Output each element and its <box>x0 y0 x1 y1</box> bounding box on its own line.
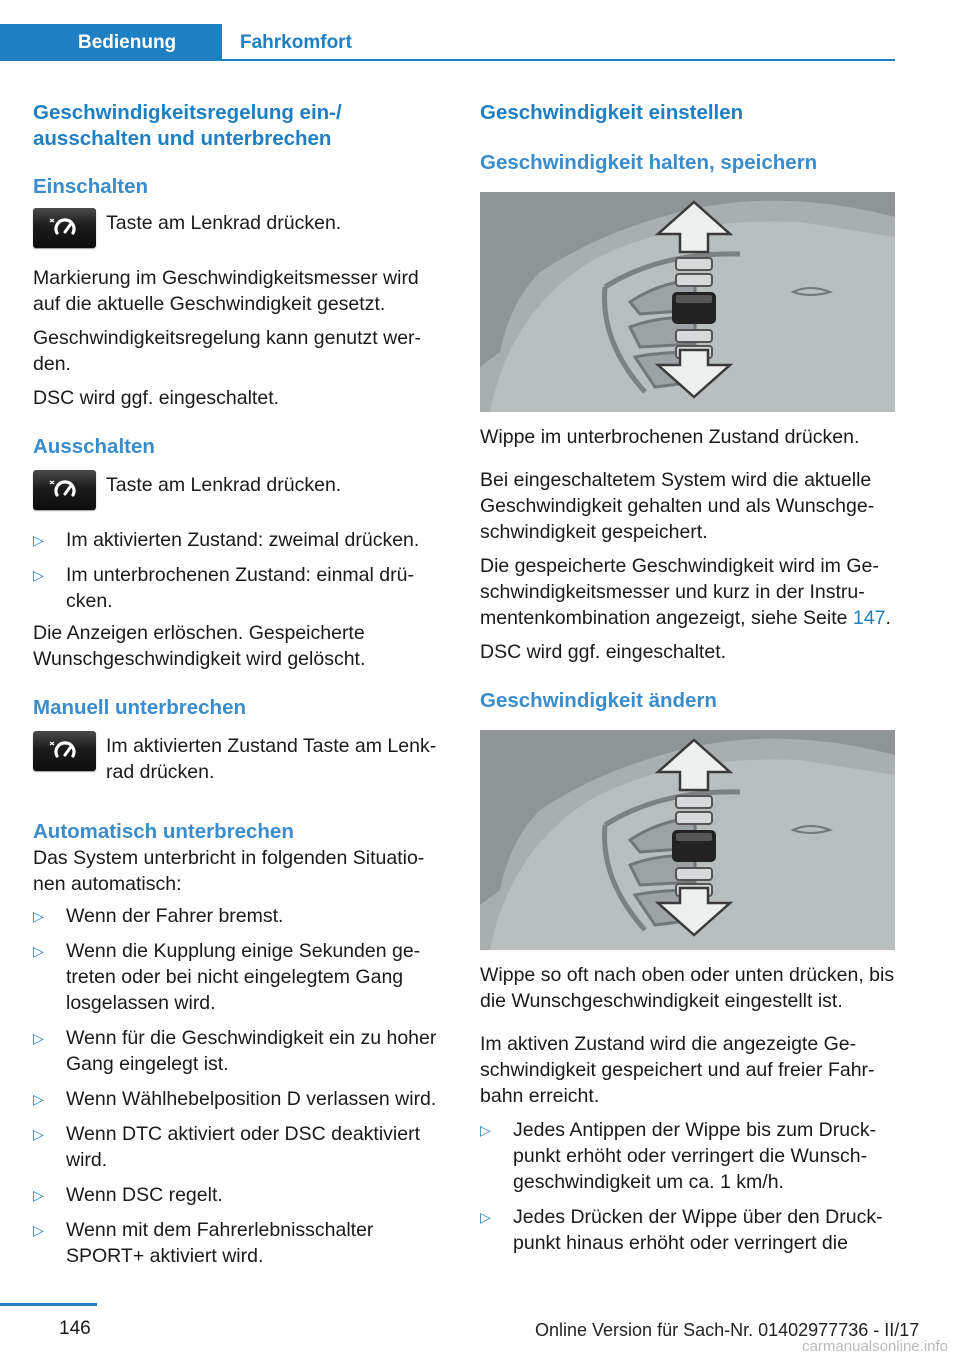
list-item: ▷ Jedes Drücken der Wippe über den Druck- punkt hinaus erhöht oder verringert die <box>480 1206 883 1254</box>
footer-rule <box>0 1303 97 1306</box>
steering-wheel-rocker-image <box>480 730 895 950</box>
online-version-note: Online Version für Sach-Nr. 01402977736 - II/17 <box>535 1320 920 1340</box>
list-item: ▷ Wenn der Fahrer bremst. <box>33 905 284 927</box>
left-column <box>33 100 448 1278</box>
paragraph: Wippe so oft nach oben oder unten drücken, bis die Wunschgeschwindigkeit eingestellt ist. <box>480 964 895 1012</box>
paragraph: Geschwindigkeitsregelung kann genutzt wer- den. <box>33 327 422 375</box>
triangle-bullet-icon: ▷ <box>33 1222 44 1238</box>
triangle-bullet-icon: ▷ <box>33 532 44 548</box>
right-column <box>480 100 895 1265</box>
key-row-on <box>33 208 448 248</box>
heading-geschwindigkeit-aendern: Geschwindigkeit ändern <box>480 689 717 712</box>
paragraph: DSC wird ggf. eingeschaltet. <box>480 641 727 663</box>
list-item: ▷ Wenn Wählhebelposition D verlassen wird. <box>33 1088 437 1110</box>
list-item: ▷ Wenn DTC aktiviert oder DSC deaktiviert wird. <box>33 1123 421 1171</box>
section-title-cruise-on-off: Geschwindigkeitsregelung ein-/ ausschalten und unterbrechen <box>33 101 342 150</box>
chapter-tabs <box>0 24 352 61</box>
cruise-control-key-icon <box>33 208 96 248</box>
list-item: ▷ Im aktivierten Zustand: zweimal drücken. <box>33 529 420 551</box>
heading-halten-speichern: Geschwindigkeit halten, speichern <box>480 151 818 174</box>
triangle-bullet-icon: ▷ <box>480 1209 491 1225</box>
key-text-off: Taste am Lenkrad drücken. <box>106 474 342 496</box>
triangle-bullet-icon: ▷ <box>480 1122 491 1138</box>
tab-bedienung[interactable]: Bedienung <box>0 24 222 61</box>
bullet-list-change <box>480 1117 895 1256</box>
paragraph: Das System unterbricht in folgenden Situatio- nen automatisch: <box>33 847 425 895</box>
triangle-bullet-icon: ▷ <box>33 943 44 959</box>
page-link-147[interactable]: 147 <box>852 607 886 629</box>
paragraph: Die Anzeigen erlöschen. Gespeicherte Wunschgeschwindigkeit wird gelöscht. <box>33 622 366 670</box>
cruise-control-key-icon <box>33 731 96 771</box>
heading-ausschalten: Ausschalten <box>33 435 155 458</box>
heading-manuell-unterbrechen: Manuell unterbrechen <box>33 696 247 719</box>
list-item: ▷ Jedes Antippen der Wippe bis zum Druck- punkt erhöht oder verringert die Wunsch- geschwindigkeit um ca. 1 km/h. <box>480 1119 877 1193</box>
key-text-on: Taste am Lenkrad drücken. <box>106 212 342 234</box>
triangle-bullet-icon: ▷ <box>33 1030 44 1046</box>
paragraph: Bei eingeschaltetem System wird die aktuelle Geschwindigkeit gehalten und als Wunschge- schwindigkeit gespeichert. <box>480 469 875 543</box>
watermark: carmanualsonline.info <box>802 1338 948 1355</box>
paragraph: Im aktiven Zustand wird die angezeigte Ge- schwindigkeit gespeichert und auf freier Fahr- bahn erreicht. <box>480 1033 875 1107</box>
triangle-bullet-icon: ▷ <box>33 1126 44 1142</box>
list-item: ▷ Wenn mit dem Fahrerlebnisschalter SPORT+ aktiviert wird. <box>33 1219 374 1267</box>
paragraph: Markierung im Geschwindigkeitsmesser wird auf die aktuelle Geschwindigkeit gesetzt. <box>33 267 419 315</box>
triangle-bullet-icon: ▷ <box>33 908 44 924</box>
triangle-bullet-icon: ▷ <box>33 567 44 583</box>
paragraph: Wippe im unterbrochenen Zustand drücken. <box>480 426 860 448</box>
list-item: ▷ Im unterbrochenen Zustand: einmal drü- cken. <box>33 564 414 612</box>
key-text-manual: Im aktivierten Zustand Taste am Lenk- rad drücken. <box>106 735 437 783</box>
heading-einschalten: Einschalten <box>33 175 149 198</box>
bullet-list-auto <box>33 903 448 1269</box>
paragraph: DSC wird ggf. eingeschaltet. <box>33 387 280 409</box>
triangle-bullet-icon: ▷ <box>33 1091 44 1107</box>
paragraph: Die gespeicherte Geschwindigkeit wird im Ge- schwindigkeitsmesser und kurz in der Instru- mentenkombination angezeigt, siehe Seite 147. <box>480 555 891 629</box>
key-row-manual <box>33 731 448 785</box>
heading-automatisch-unterbrechen: Automatisch unterbrechen <box>33 820 294 843</box>
list-item: ▷ Wenn für die Geschwindigkeit ein zu hoher Gang eingelegt ist. <box>33 1027 437 1075</box>
tab-fahrkomfort[interactable]: Fahrkomfort <box>240 32 352 53</box>
cruise-control-key-icon <box>33 470 96 510</box>
header-rule <box>222 59 895 61</box>
list-item: ▷ Wenn die Kupplung einige Sekunden ge- treten oder bei nicht eingelegtem Gang losgelassen wird. <box>33 940 421 1014</box>
list-item: ▷ Wenn DSC regelt. <box>33 1184 223 1206</box>
page-number: 146 <box>59 1318 91 1339</box>
section-title-set-speed: Geschwindigkeit einstellen <box>480 101 744 124</box>
bullet-list-off <box>33 527 448 614</box>
key-row-off <box>33 470 448 510</box>
steering-wheel-rocker-image <box>480 192 895 412</box>
triangle-bullet-icon: ▷ <box>33 1187 44 1203</box>
